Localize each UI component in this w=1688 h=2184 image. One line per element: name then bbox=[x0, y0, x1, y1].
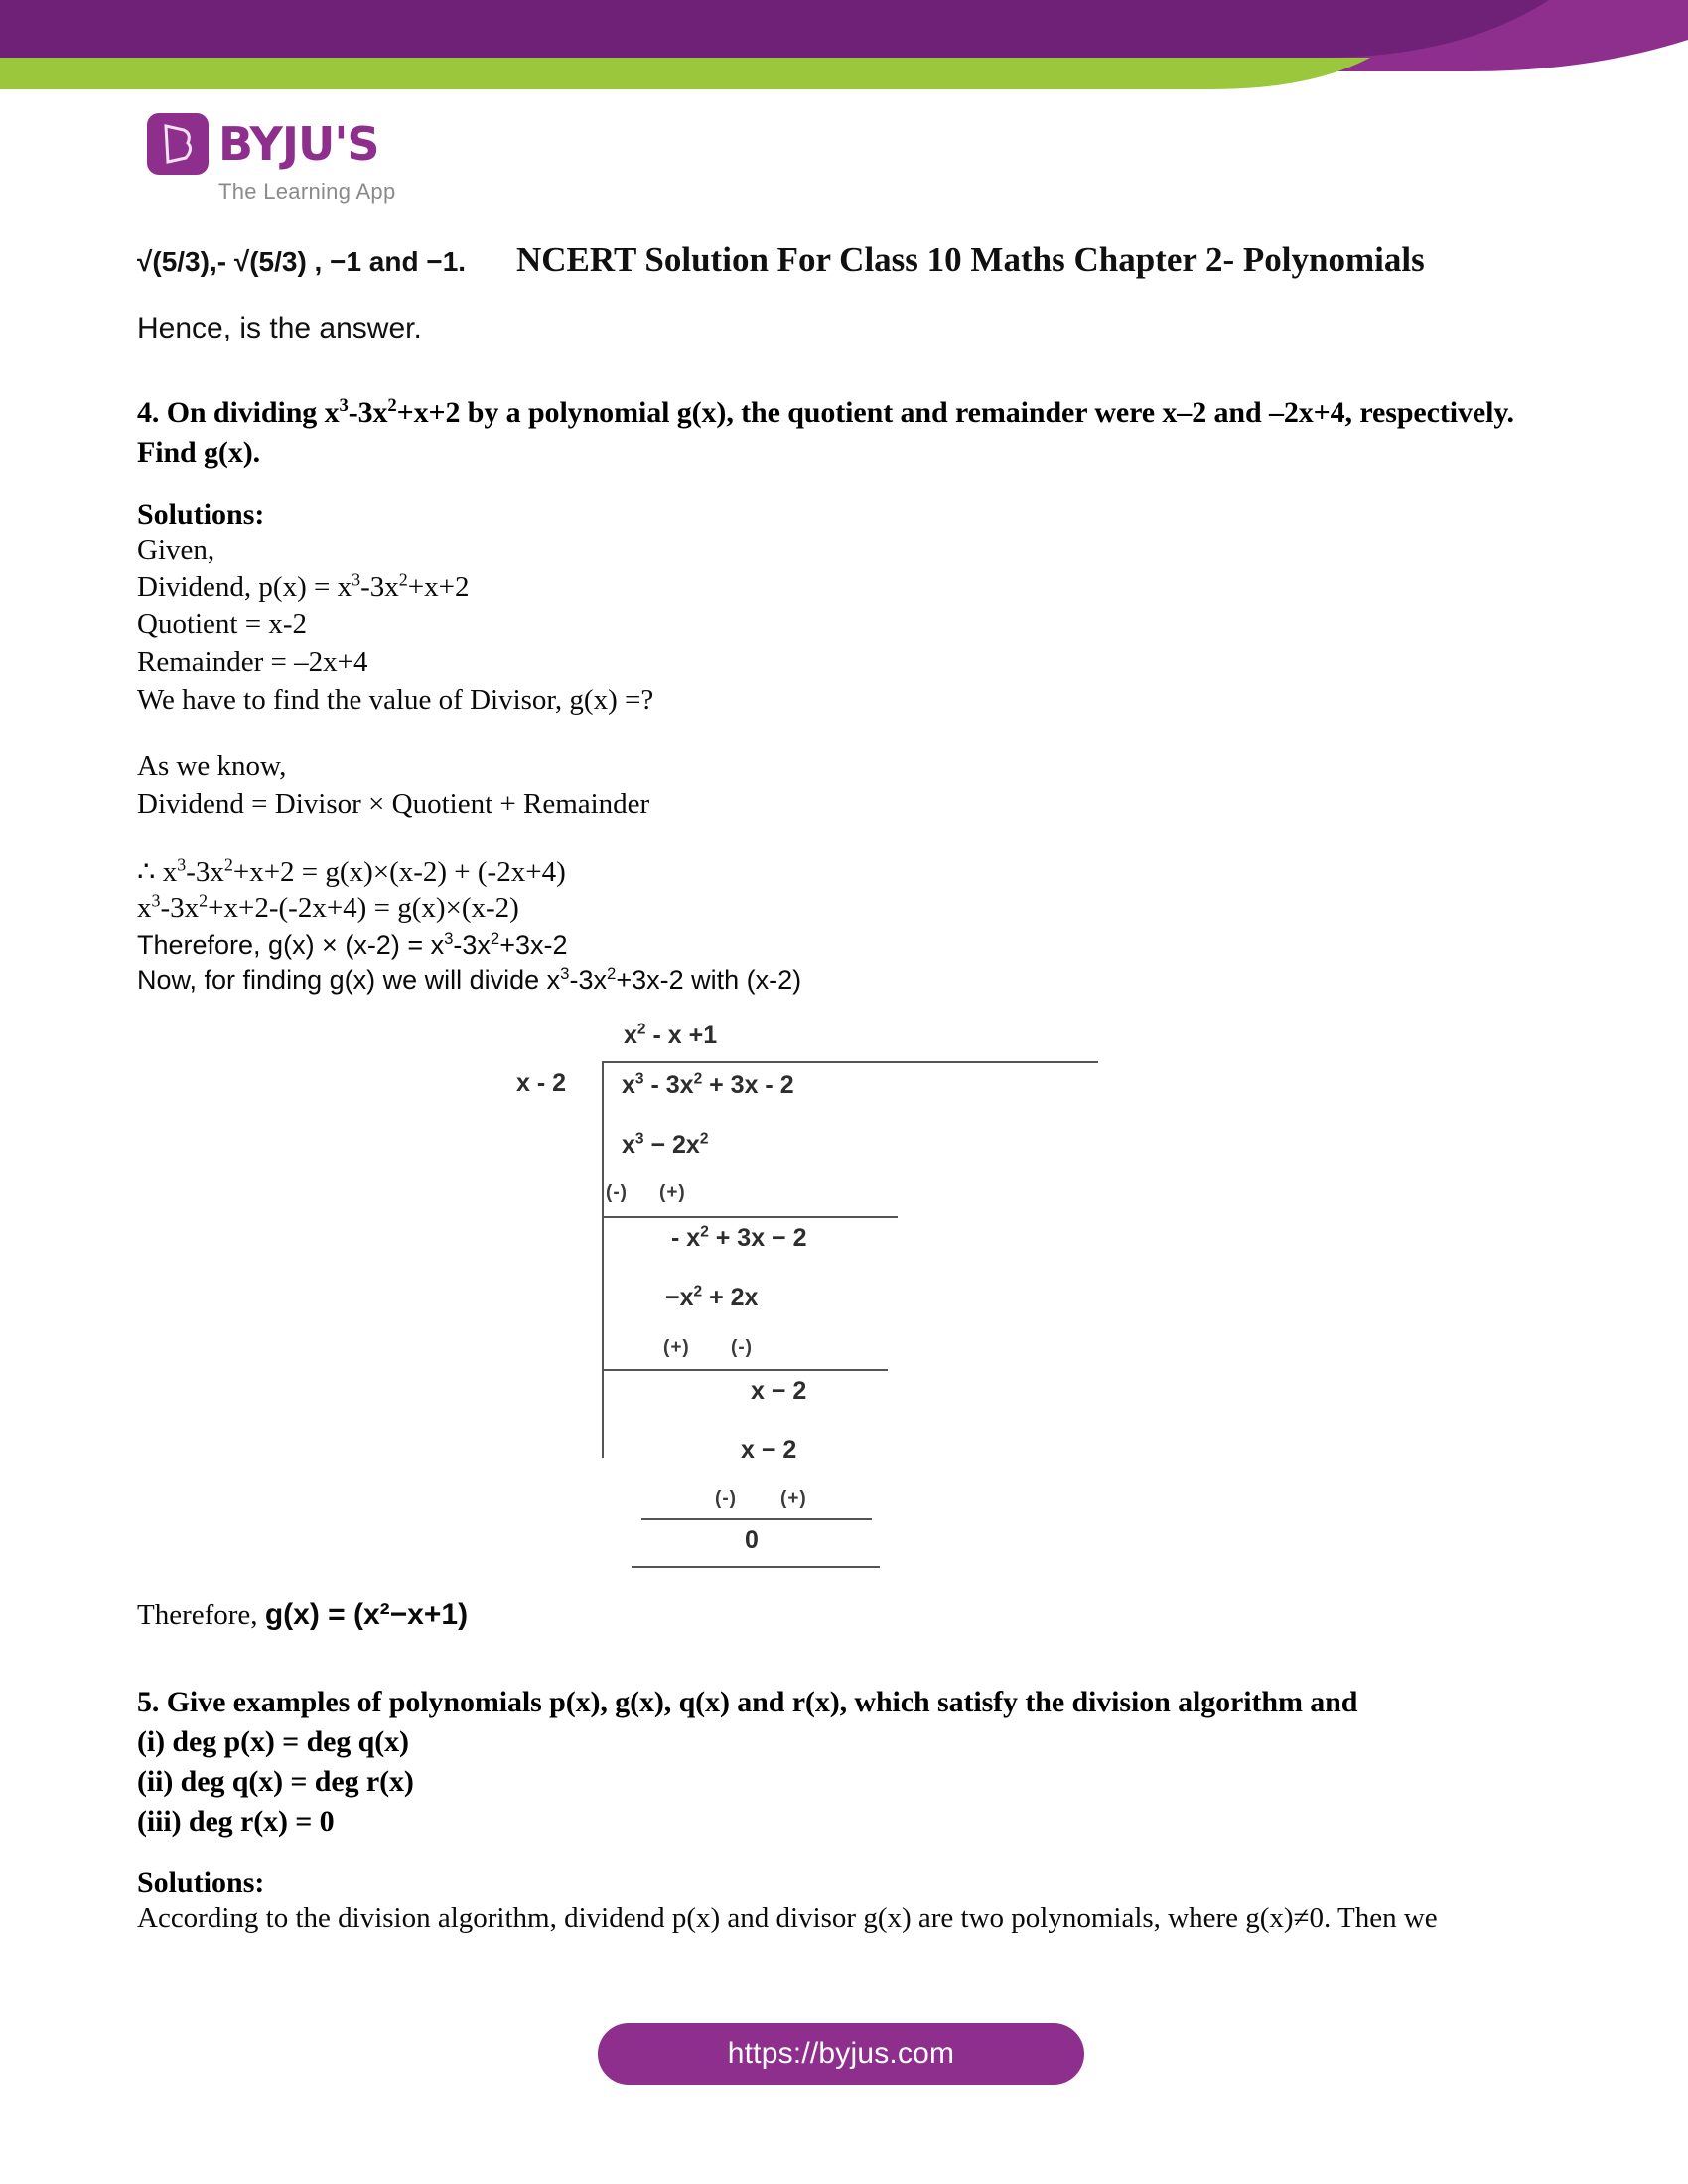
page-title: NCERT Solution For Class 10 Maths Chapter 2- Polynomials bbox=[516, 240, 1425, 279]
question-5-line-2: (i) deg p(x) = deg q(x) bbox=[137, 1724, 409, 1758]
banner-purple-dark-shape bbox=[0, 0, 1549, 58]
remainder-line: Remainder = –2x+4 bbox=[137, 645, 368, 678]
byjus-url-button[interactable] bbox=[598, 2023, 1084, 2085]
division-step1-sign-right: (+) bbox=[659, 1182, 686, 1204]
division-final-remainder: 0 bbox=[745, 1526, 759, 1555]
division-step3-sign-right: (+) bbox=[780, 1488, 807, 1510]
question-5-line-4: (iii) deg r(x) = 0 bbox=[137, 1804, 335, 1838]
question-4-line-1: 4. On dividing $x^3-3x^2+x+2$ by a polynomial g(x), the quotient and remainder were x–2 and –2x+4, respectively. bbox=[137, 395, 1514, 429]
division-step3-sign-left: (-) bbox=[715, 1488, 737, 1510]
logo-row bbox=[147, 113, 379, 175]
given-label: Given, bbox=[137, 533, 215, 566]
division-rule-1 bbox=[602, 1216, 898, 1218]
division-step2-sign-right: (-) bbox=[731, 1337, 753, 1359]
final-answer-line bbox=[137, 1595, 1557, 1635]
solutions-label-q4: Solutions: bbox=[137, 497, 265, 531]
final-answer-value: g(x) = (x²−x+1) bbox=[264, 1598, 469, 1632]
question-4-block bbox=[137, 393, 1557, 473]
banner-green-shape bbox=[0, 58, 1370, 89]
division-step1-sign-left: (-) bbox=[606, 1182, 628, 1204]
division-dividend: $x^3 - 3x^2 + 3x - 2$ bbox=[622, 1070, 794, 1100]
division-rule-3 bbox=[641, 1518, 872, 1520]
question-5-line-3: (ii) deg q(x) = deg r(x) bbox=[137, 1764, 414, 1798]
question-5-line-1: 5. Give examples of polynomials p(x), g(x), q(x) and r(x), which satisfy the division algorithm and bbox=[137, 1685, 1358, 1718]
long-division-figure bbox=[516, 1021, 1319, 1577]
quotient-line: Quotient = x-2 bbox=[137, 609, 307, 641]
roots-line-text: √(5/3),- √(5/3) , −1 and −1. bbox=[137, 246, 467, 277]
final-paragraph: According to the division algorithm, dividend p(x) and divisor g(x) are two polynomials, where g(x)≠0. Then we bbox=[137, 1902, 1438, 1935]
division-bracket-horizontal bbox=[602, 1061, 1098, 1063]
division-step2-sign-left: (+) bbox=[663, 1337, 690, 1359]
find-divisor-line: We have to find the value of Divisor, g(x) =? bbox=[137, 683, 654, 716]
division-algorithm-line: Dividend = Divisor × Quotient + Remainder bbox=[137, 787, 650, 820]
division-step3-remainder: x − 2 bbox=[751, 1377, 807, 1406]
logo-wordmark: BYJU'S bbox=[218, 117, 379, 171]
final-answer-prefix: Therefore, bbox=[137, 1599, 265, 1632]
division-step1-product: $x^3 - 2x^2$ bbox=[622, 1130, 709, 1160]
document-body bbox=[137, 246, 1557, 1938]
therefore-equation-1: ∴ $x^3-3x^2+x+2 = g(x)\times(x-2) + (-2x+4)$ bbox=[137, 853, 566, 887]
spacer-1 bbox=[137, 719, 1557, 749]
division-step2-product: $-x^2 + 2x$ bbox=[665, 1283, 759, 1312]
therefore-equation-3: Therefore, $g(x) \times (x-2) = x^3-3x^2+3x-2$ bbox=[137, 928, 568, 960]
division-rule-4 bbox=[632, 1566, 880, 1568]
therefore-equation-2: $x^3-3x^2+x+2-(-2x+4) = g(x)\times(x-2)$ bbox=[137, 890, 519, 925]
now-dividing-line: Now, for finding g(x) we will divide $x^3-3x^2+3x-2$ with (x-2) bbox=[137, 964, 802, 996]
question-4-line-2: Find g(x). bbox=[137, 435, 261, 469]
decorative-top-banner bbox=[0, 0, 1688, 89]
roots-line bbox=[137, 246, 1557, 278]
dividend-line: Dividend, $p(x) = x^3-3x^2+x+2$ bbox=[137, 569, 470, 604]
question-5-block bbox=[137, 1683, 1557, 1842]
byjus-url-label: https://byjus.com bbox=[727, 2037, 955, 2070]
as-we-know-label: As we know, bbox=[137, 751, 287, 783]
division-step3-product: x − 2 bbox=[741, 1436, 797, 1465]
division-divisor: x - 2 bbox=[516, 1069, 567, 1098]
byjus-logo bbox=[147, 113, 396, 205]
spacer-2 bbox=[137, 824, 1557, 854]
division-rule-2 bbox=[602, 1369, 888, 1371]
byjus-logo-mark-icon bbox=[147, 113, 209, 175]
logo-tagline: The Learning App bbox=[218, 179, 396, 204]
division-quotient: $x^2 - x +1$ bbox=[624, 1021, 718, 1050]
division-step2-remainder: - $x^2 + 3x - 2$ bbox=[671, 1223, 807, 1253]
division-bracket-vertical bbox=[602, 1061, 604, 1458]
hence-line: Hence, is the answer. bbox=[137, 312, 422, 344]
solutions-label-q5: Solutions: bbox=[137, 1866, 265, 1900]
